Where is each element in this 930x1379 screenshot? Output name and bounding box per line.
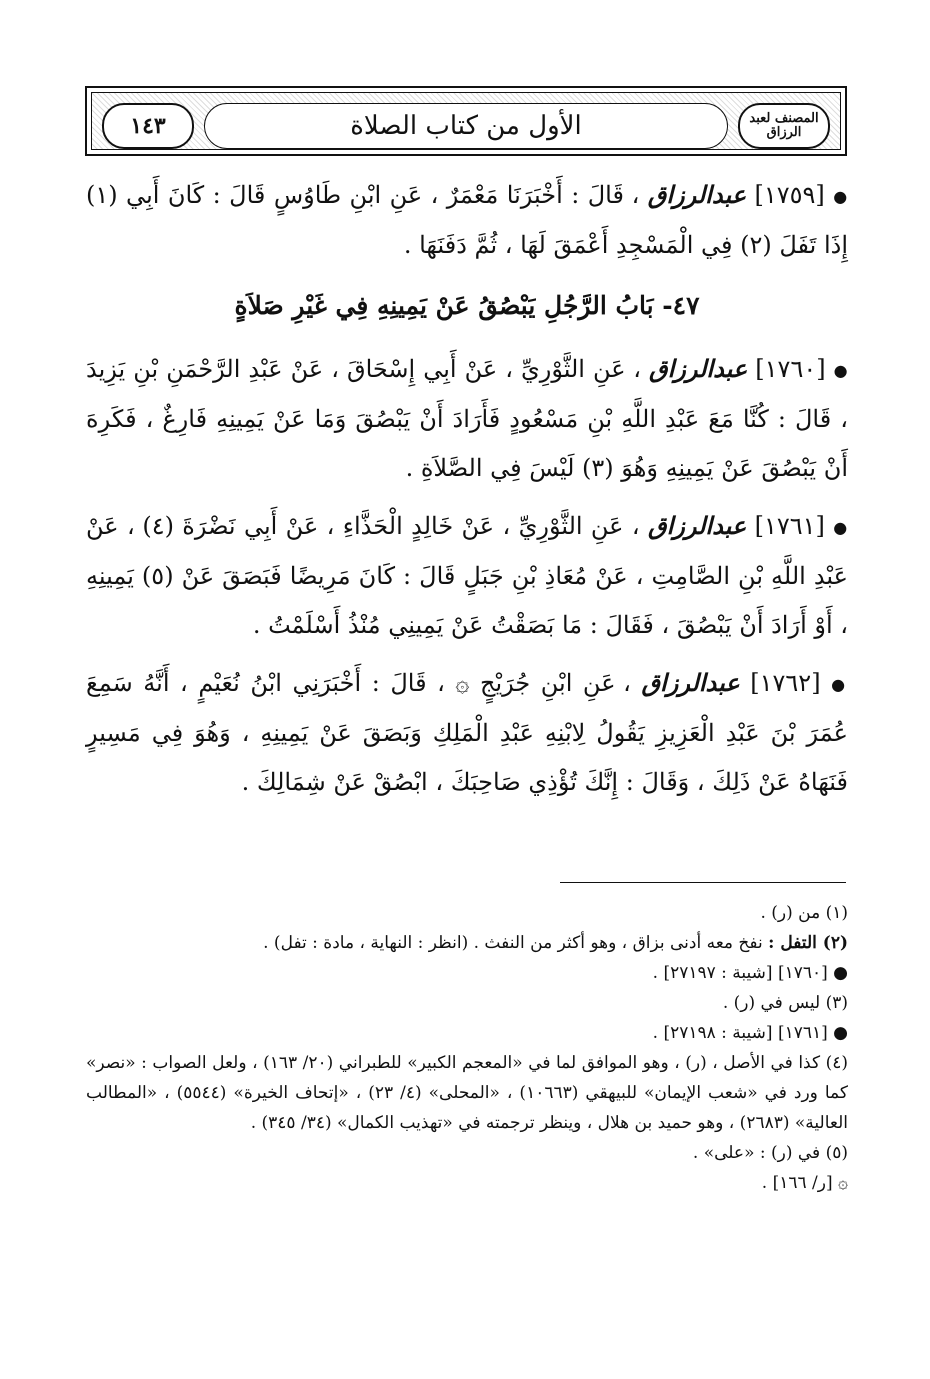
book-emblem: المصنف لعبد الرزاق xyxy=(738,103,830,149)
footnote-term: (٢) التفل : xyxy=(768,933,848,953)
page-number: ١٤٣ xyxy=(102,103,194,149)
takhrij-1760: ● [١٧٦٠] [شيبة : ٢٧١٩٧] . xyxy=(652,963,848,983)
hadith-ref: [١٧٦٠] xyxy=(755,355,826,383)
footnote-1: (١) من (ر) . xyxy=(760,903,848,923)
running-title: الأول من كتاب الصلاة xyxy=(204,103,728,149)
bullet-icon: ● xyxy=(833,361,848,380)
page-header xyxy=(85,86,847,156)
footnote-2 xyxy=(86,928,848,958)
bullet-icon: ● xyxy=(831,675,848,694)
takhrij-1761: ● [١٧٦١] [شيبة : ٢٧١٩٨] . xyxy=(652,1023,848,1043)
chapter-title: ٤٧- بَابُ الرَّجُلِ يَبْصُقُ عَنْ يَمِينِهِ فِي غَيْرِ صَلاَةٍ xyxy=(234,291,700,320)
footnote-5: (٥) في (ر) : «على» . xyxy=(692,1143,848,1163)
hadith-text: ، عَنِ الثَّوْرِيِّ ، عَنْ خَالِدٍ الْحَذَّاءِ ، عَنْ أَبِي نَضْرَةَ (٤) ، عَنْ عَبْدِ اللَّهِ بْنِ الصَّامِتِ ، عَنْ مُعَاذِ بْنِ جَبَلٍ قَالَ : كَانَ مَرِيضًا فَبَصَقَ عَنْ (٥) يَمِينِهِ ، أَوْ أَرَادَ أَنْ يَبْصُقَ ، فَقَالَ : مَا بَصَقْتُ عَنْ يَمِينِي مُنْذُ أَسْلَمْتُ . xyxy=(86,512,848,639)
hadith-author: عبدالرزاق xyxy=(641,668,740,697)
hadith-text: ، عَنِ ابْنِ جُرَيْجٍ ۞ ، قَالَ : أَخْبَرَنِي ابْنُ نُعَيْمٍ ، أَنَّهُ سَمِعَ عُمَرَ بْنَ عَبْدِ الْعَزِيزِ يَقُولُ لِابْنِهِ عَبْدِ الْمَلِكِ وَبَصَقَ عَنْ يَمِينِهِ ، وَهُوَ فِي مَسِيرٍ فَنَهَاهُ عَنْ ذَلِكَ ، وَقَالَ : إِنَّكَ تُؤْذِي صَاحِبَكَ ، ابْصُقْ عَنْ شِمَالِكَ . xyxy=(86,669,848,796)
hadith-ref: [١٧٦٢] xyxy=(750,669,821,697)
main-text xyxy=(86,170,848,815)
hadith-author: عبدالرزاق xyxy=(647,511,747,540)
hadith-author: عبدالرزاق xyxy=(647,180,747,209)
hadith-text: ، قَالَ : أَخْبَرَنَا مَعْمَرٌ ، عَنِ ابْنِ طَاوُسٍ قَالَ : كَانَ أَبِي (١) إِذَا تَفَلَ (٢) فِي الْمَسْجِدِ أَعْمَقَ لَهَا ، ثُمَّ دَفَنَهَا . xyxy=(86,181,848,259)
footnote-separator xyxy=(560,882,846,883)
header-pattern xyxy=(91,92,841,150)
hadith-ref: [١٧٥٩] xyxy=(754,181,825,209)
folio-marker: ۞ [ر/ ١٦٦] . xyxy=(761,1173,848,1193)
hadith-1759 xyxy=(86,170,848,270)
footnote-4: (٤) كذا في الأصل ، (ر) ، وهو الموافق لما في «المعجم الكبير» للطبراني (٢٠/ ١٦٣) ، ولعل الصواب : «نصر» كما ورد في «شعب الإيمان» للبيهقي (١٠٦٦٣) ، «المحلى» (٤/ ٢٣) ، «إتحاف الخيرة» (٥٥٤٤) ، «المطالب العالية» (٢٦٨٣) ، وهو حميد بن هلال ، وينظر ترجمته في «تهذيب الكمال» (٣٤/ ٣٤٥) . xyxy=(86,1053,848,1133)
hadith-1761 xyxy=(86,501,848,650)
footnote-3: (٣) ليس في (ر) . xyxy=(722,993,848,1013)
hadith-text: ، عَنِ الثَّوْرِيِّ ، عَنْ أَبِي إِسْحَاقَ ، عَنْ عَبْدِ الرَّحْمَنِ بْنِ يَزِيدَ ، قَالَ : كُنَّا مَعَ عَبْدِ اللَّهِ بْنِ مَسْعُودٍ فَأَرَادَ أَنْ يَبْصُقَ وَمَا عَنْ يَمِينِهِ فَارِغٌ ، فَكَرِهَ أَنْ يَبْصُقَ عَنْ يَمِينِهِ وَهُوَ (٣) لَيْسَ فِي الصَّلاَةِ . xyxy=(86,355,848,482)
hadith-author: عبدالرزاق xyxy=(648,354,748,383)
hadith-1762 xyxy=(86,658,848,807)
bullet-icon: ● xyxy=(833,187,848,206)
bullet-icon: ● xyxy=(833,518,848,537)
hadith-ref: [١٧٦١] xyxy=(754,512,825,540)
hadith-1760 xyxy=(86,344,848,493)
footnote-text: نفخ معه أدنى بزاق ، وهو أكثر من النفث . (انظر : النهاية ، مادة : تفل) . xyxy=(263,933,769,953)
footnotes xyxy=(86,898,848,1198)
